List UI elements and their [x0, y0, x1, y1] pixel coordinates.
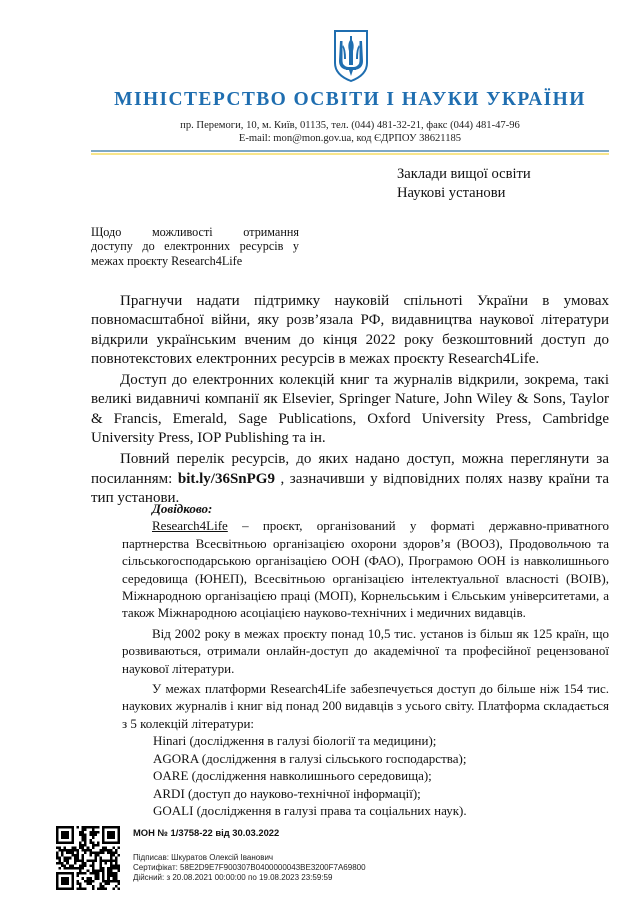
contact-line: E-mail: mon@mon.gov.ua, код ЄДРПОУ 38621185: [238, 133, 462, 144]
ukraine-trident-emblem-icon: [330, 29, 372, 83]
registration-number: МОН № 1/3758-22 від 30.03.2022: [133, 827, 280, 838]
reference-paragraph: У межах платформи Research4Life забезпечується доступ до більше ніж 154 тис. наукових журналів і книг від понад 200 видавців з усього світу. Платформа складається з 5 колекцій літератури:: [122, 681, 609, 731]
letter-subject: [91, 225, 299, 268]
digital-signature-info: [133, 853, 366, 884]
collections-list: [122, 732, 609, 819]
letter-body: [91, 292, 609, 508]
collection-item: OARE (дослідження навколишнього середовища);: [153, 768, 432, 784]
subject-line: межах проєкту Research4Life: [91, 253, 243, 268]
ministry-address: [0, 119, 640, 145]
header-divider-blue: [91, 150, 609, 152]
body-text: Повний перелік ресурсів, до яких надано доступ, можна переглянути за посиланням:: [91, 451, 609, 487]
research4life-link[interactable]: Research4Life: [152, 518, 228, 534]
subject-line: доступу до електронних ресурсів у: [91, 239, 299, 254]
body-paragraph: Прагнучи надати підтримку науковій спільноті України в умовах повномасштабної війни, яку розв’язала РФ, видавництва наукової літератури відкрили українським вченим до кінця 2022 року безкоштовний доступ до повнотекстових електронних ресурсів в межах проєкту Research4Life.: [91, 293, 609, 367]
address-line: пр. Перемоги, 10, м. Київ, 01135, тел. (044) 481-32-21, факс (044) 481-47-96: [180, 120, 520, 131]
header-divider-yellow: [91, 153, 609, 155]
collection-item: ARDI (доступ до науково-технічної інформації);: [153, 785, 421, 801]
reference-text: – проєкт, організований у форматі державно-приватного партнерства Всесвітньою організацією охорони здоров’я (ВООЗ), Продовольчою та сільськогосподарською організацією ООН (ФАО), Програмою ООН із навколишнього середовища (ЮНЕП), Всесвітньою організацією інтелектуальної власності (ВОІВ), Міжнародною організацією праці (МОП), Корнельським і Єльським університетами, а також Міжнародною асоціацією науково-технічних і медичних видавців.: [122, 518, 609, 621]
signed-by: Підписав: Шкуратов Олексій Іванович: [133, 853, 274, 862]
reference-heading: Довідково:: [152, 501, 213, 516]
validity: Дійсний: з 20.08.2021 00:00:00 по 19.08.2023 23:59:59: [133, 873, 333, 883]
certificate: Сертифікат: 58E2D9E7F900307B0400000043BE3200F7A69800: [133, 863, 366, 873]
collection-item: Hinari (дослідження в галузі біології та медицини);: [153, 733, 437, 749]
reference-paragraph: [122, 517, 609, 621]
addressee: Наукові установи: [397, 185, 506, 201]
qr-code-icon: [56, 826, 120, 890]
body-paragraph: Доступ до електронних колекцій книг та журналів відкрили, зокрема, такі великі видавничі компанії як Elsevier, Springer Nature, John Wiley & Sons, Taylor & Francis, Emerald, Sage Publications, Oxford University Press, Cambridge University Press, IOP Publishing та ін.: [91, 372, 609, 447]
reference-paragraph: Від 2002 року в межах проєкту понад 10,5 тис. установ із більш як 125 країн, що розвиваються, отримали онлайн-доступ до академічної та професійної рецензованої наукової літератури.: [122, 625, 609, 676]
subject-line: Щодо можливості отримання: [91, 225, 299, 239]
body-text: , зазначивши у відповідних полях назву країни та тип установи.: [91, 470, 610, 506]
addressees: [397, 165, 531, 203]
resource-link[interactable]: bit.ly/36SnPG9: [177, 470, 275, 487]
ministry-title: МІНІСТЕРСТВО ОСВІТИ І НАУКИ УКРАЇНИ: [114, 89, 586, 110]
reference-section: [122, 500, 609, 819]
addressee: Заклади вищої освіти: [397, 166, 531, 182]
collection-item: GOALI (дослідження в галузі права та соціальних наук).: [153, 802, 467, 818]
collection-item: AGORA (дослідження в галузі сільського господарства);: [153, 750, 467, 766]
